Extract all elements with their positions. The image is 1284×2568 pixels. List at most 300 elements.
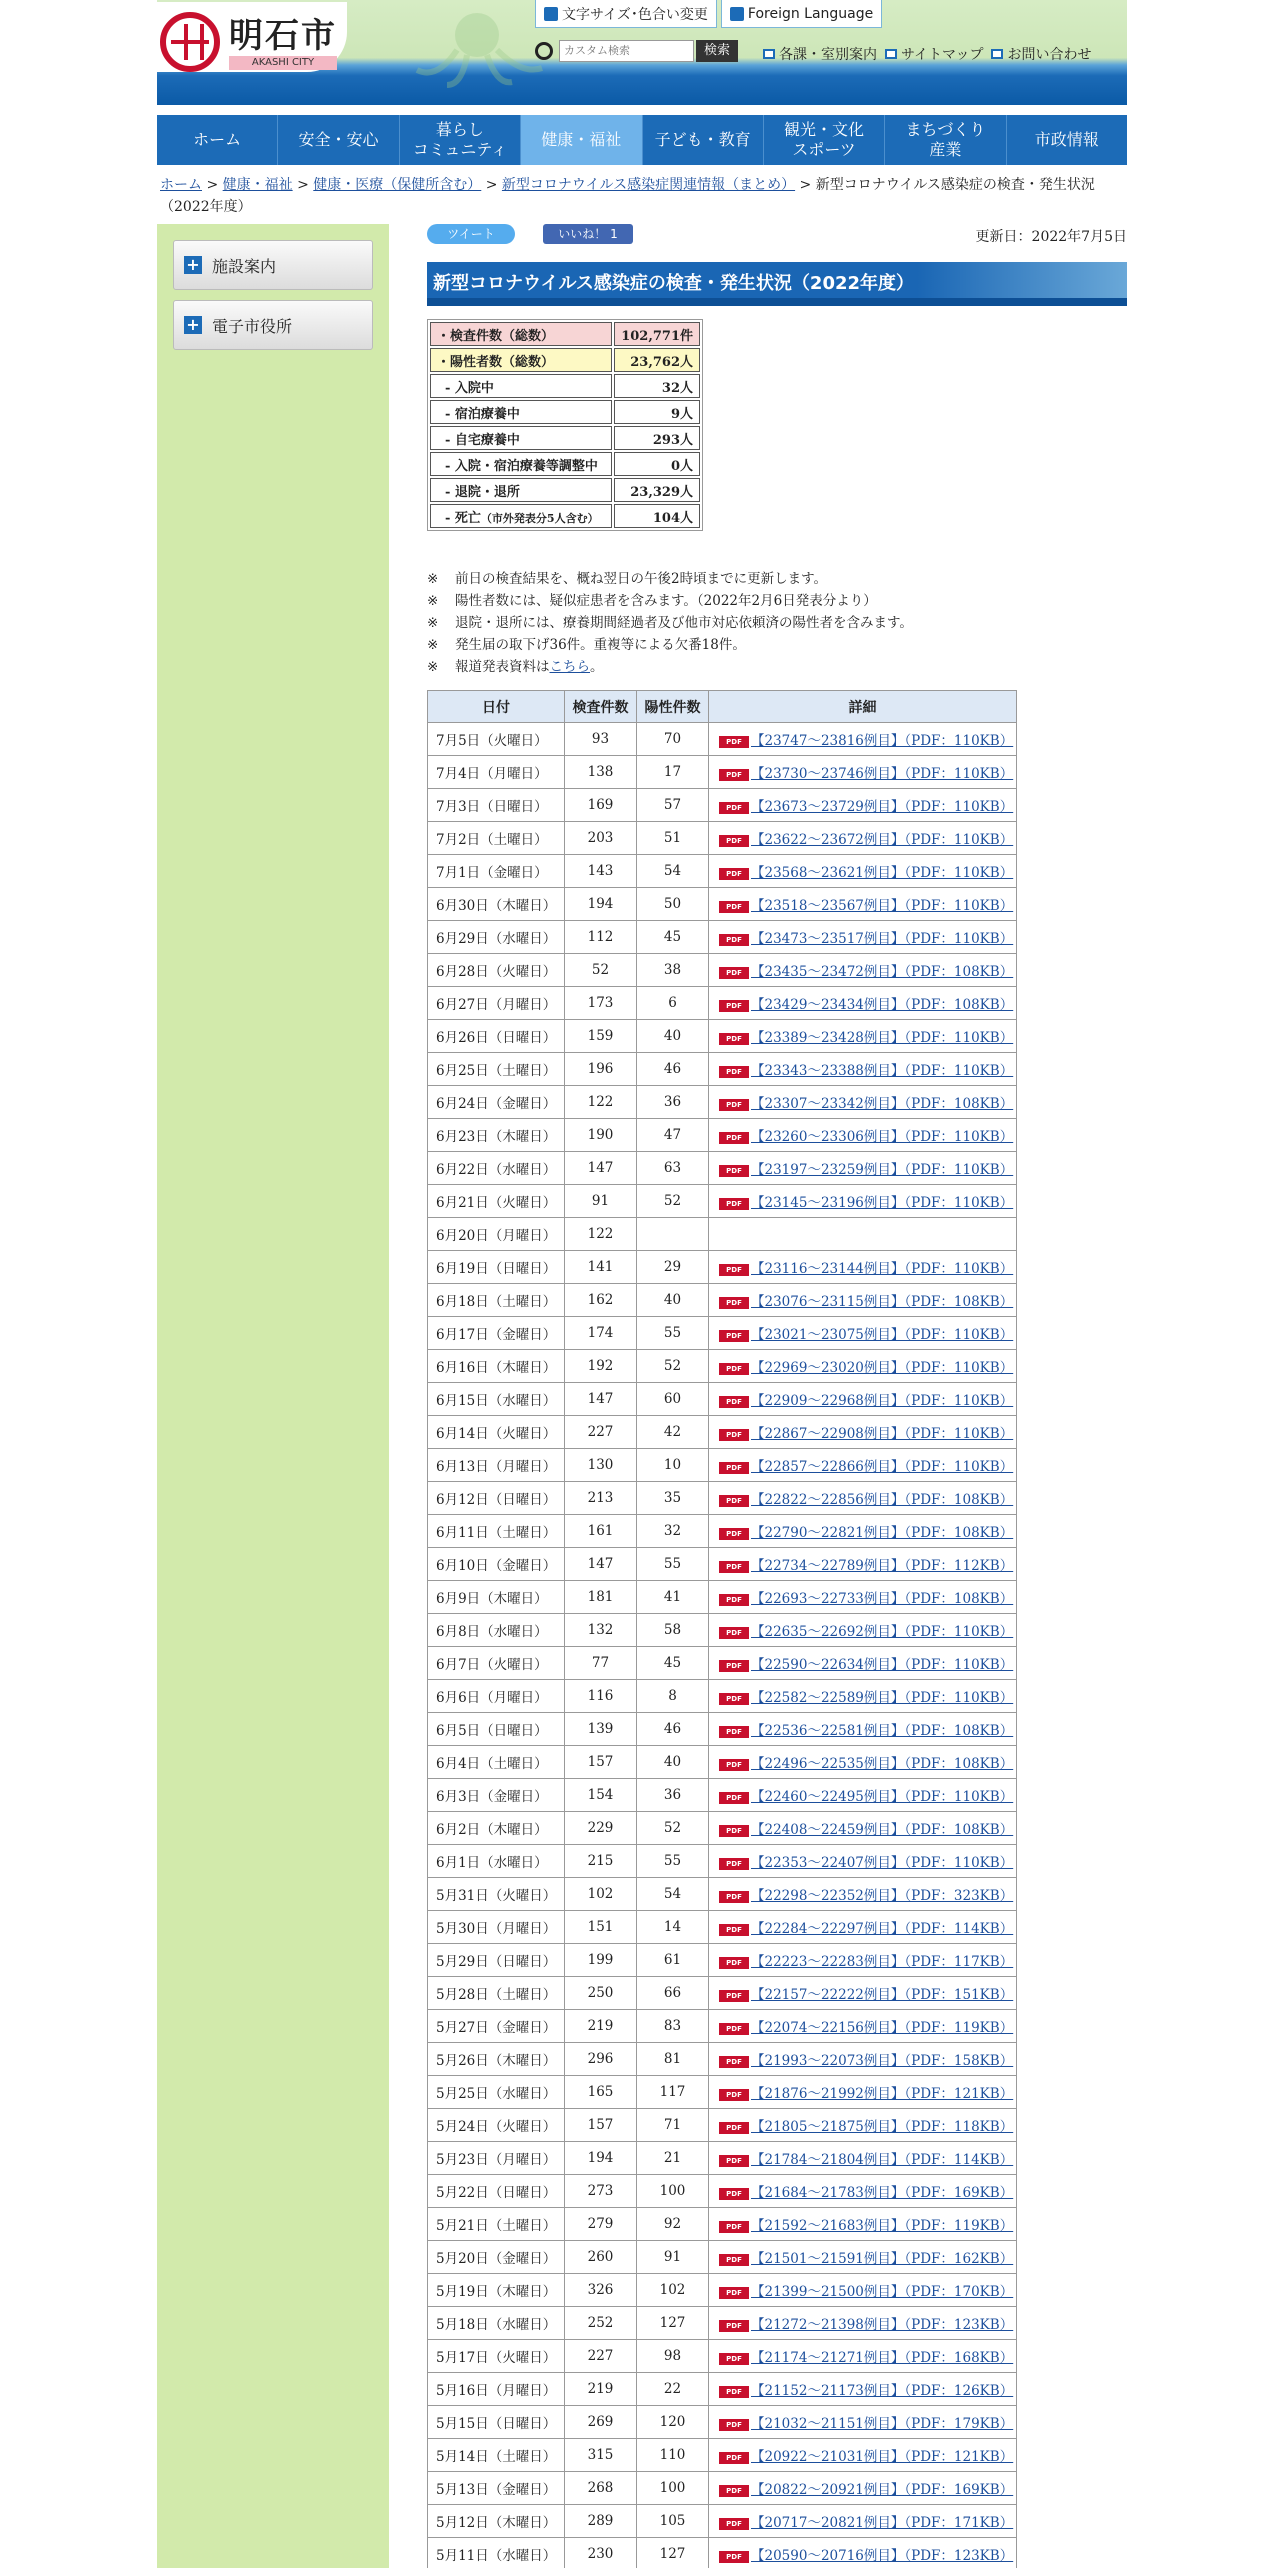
note-mark: ※ bbox=[427, 571, 439, 587]
cell-tests: 161 bbox=[565, 1515, 637, 1548]
cell-date: 6月20日（月曜日） bbox=[428, 1218, 565, 1251]
pdf-link[interactable]: 【21684～21783例目】（PDF：169KB） bbox=[751, 2185, 1014, 2201]
pdf-link[interactable]: 【23145～23196例目】（PDF：110KB） bbox=[751, 1195, 1014, 1211]
cell-details bbox=[709, 2505, 1017, 2538]
cell-tests: 268 bbox=[565, 2472, 637, 2505]
pdf-link[interactable]: 【22635～22692例目】（PDF：110KB） bbox=[751, 1624, 1014, 1640]
pdf-link[interactable]: 【23197～23259例目】（PDF：110KB） bbox=[751, 1162, 1014, 1178]
pdf-icon: PDF bbox=[719, 769, 749, 781]
pdf-link[interactable]: 【23307～23342例目】（PDF：108KB） bbox=[751, 1096, 1014, 1112]
table-row bbox=[428, 2208, 1017, 2241]
summary-key: - 自宅療養中 bbox=[430, 426, 612, 450]
cell-positive: 40 bbox=[637, 1746, 709, 1779]
pdf-link[interactable]: 【22223～22283例目】（PDF：117KB） bbox=[751, 1954, 1014, 1970]
cell-details bbox=[709, 1680, 1017, 1713]
cell-date: 6月21日（火曜日） bbox=[428, 1185, 565, 1218]
cell-tests: 315 bbox=[565, 2439, 637, 2472]
cell-date: 6月7日（火曜日） bbox=[428, 1647, 565, 1680]
cases-header-row bbox=[428, 691, 1017, 723]
pdf-icon: PDF bbox=[719, 2518, 749, 2530]
cell-details bbox=[709, 1713, 1017, 1746]
pdf-link[interactable]: 【21399～21500例目】（PDF：170KB） bbox=[751, 2284, 1014, 2300]
pdf-icon: PDF bbox=[719, 1594, 749, 1606]
table-row bbox=[428, 2505, 1017, 2538]
pdf-icon: PDF bbox=[719, 1000, 749, 1012]
pdf-link[interactable]: 【22298～22352例目】（PDF：323KB） bbox=[751, 1888, 1014, 1904]
pdf-link[interactable]: 【23473～23517例目】（PDF：110KB） bbox=[751, 931, 1014, 947]
cell-details bbox=[709, 1911, 1017, 1944]
cell-details bbox=[709, 1020, 1017, 1053]
pdf-link[interactable]: 【22074～22156例目】（PDF：119KB） bbox=[751, 2020, 1014, 2036]
pdf-icon: PDF bbox=[719, 967, 749, 979]
sidebar-label: 電子市役所 bbox=[212, 316, 293, 336]
cell-tests: 93 bbox=[565, 723, 637, 756]
pdf-link[interactable]: 【20717～20821例目】（PDF：171KB） bbox=[751, 2515, 1014, 2531]
summary-value: 23,762人 bbox=[614, 348, 700, 372]
cell-details bbox=[709, 789, 1017, 822]
cell-date: 7月3日（日曜日） bbox=[428, 789, 565, 822]
search-button[interactable]: 検索 bbox=[696, 40, 738, 62]
cell-details bbox=[709, 1614, 1017, 1647]
cell-tests: 151 bbox=[565, 1911, 637, 1944]
pdf-icon: PDF bbox=[719, 2551, 749, 2563]
pdf-link[interactable]: 【22969～23020例目】（PDF：110KB） bbox=[751, 1360, 1014, 1376]
cell-date: 6月8日（水曜日） bbox=[428, 1614, 565, 1647]
pdf-icon: PDF bbox=[719, 1099, 749, 1111]
pdf-link[interactable]: 【20922～21031例目】（PDF：121KB） bbox=[751, 2449, 1014, 2465]
table-row bbox=[428, 888, 1017, 921]
sidebar-facilities-button[interactable] bbox=[173, 240, 373, 290]
cell-date: 5月15日（日曜日） bbox=[428, 2406, 565, 2439]
foreign-language-button[interactable] bbox=[721, 0, 882, 28]
table-row bbox=[428, 1614, 1017, 1647]
summary-key: ・検査件数（総数） bbox=[430, 322, 612, 346]
summary-key-note: （市外発表分5人含む） bbox=[480, 511, 599, 525]
pdf-link[interactable]: 【22790～22821例目】（PDF：108KB） bbox=[751, 1525, 1014, 1541]
cell-details bbox=[709, 1086, 1017, 1119]
pdf-link[interactable]: 【21784～21804例目】（PDF：114KB） bbox=[751, 2152, 1014, 2168]
press-release-link[interactable]: こちら bbox=[549, 659, 590, 675]
globe-icon bbox=[730, 7, 744, 21]
table-row bbox=[428, 1482, 1017, 1515]
pdf-icon: PDF bbox=[719, 2353, 749, 2365]
cell-details bbox=[709, 855, 1017, 888]
cell-positive: 50 bbox=[637, 888, 709, 921]
pdf-link[interactable]: 【22590～22634例目】（PDF：110KB） bbox=[751, 1657, 1014, 1673]
cell-tests: 141 bbox=[565, 1251, 637, 1284]
table-row bbox=[428, 2175, 1017, 2208]
cell-tests: 112 bbox=[565, 921, 637, 954]
pdf-link[interactable]: 【22157～22222例目】（PDF：151KB） bbox=[751, 1987, 1014, 2003]
pdf-icon: PDF bbox=[719, 868, 749, 880]
cell-tests: 273 bbox=[565, 2175, 637, 2208]
cell-date: 6月4日（土曜日） bbox=[428, 1746, 565, 1779]
cell-details bbox=[709, 2439, 1017, 2472]
cell-tests: 227 bbox=[565, 1416, 637, 1449]
table-row bbox=[428, 1845, 1017, 1878]
summary-value: 23,329人 bbox=[614, 478, 700, 502]
table-row bbox=[428, 1152, 1017, 1185]
pdf-link[interactable]: 【21592～21683例目】（PDF：119KB） bbox=[751, 2218, 1014, 2234]
pdf-icon: PDF bbox=[719, 1429, 749, 1441]
table-row bbox=[428, 2142, 1017, 2175]
cell-tests: 296 bbox=[565, 2043, 637, 2076]
summary-key: - 死亡 bbox=[445, 510, 481, 526]
pdf-icon: PDF bbox=[719, 1792, 749, 1804]
cases-table bbox=[427, 690, 1017, 2568]
pdf-link[interactable]: 【20590～20716例目】（PDF：123KB） bbox=[751, 2548, 1014, 2564]
summary-value: 9人 bbox=[614, 400, 700, 424]
pdf-link[interactable]: 【22284～22297例目】（PDF：114KB） bbox=[751, 1921, 1014, 1937]
pdf-link[interactable]: 【22734～22789例目】（PDF：112KB） bbox=[751, 1558, 1014, 1574]
note-text: 発生届の取下げ36件。重複等による欠番18件。 bbox=[455, 637, 746, 653]
cell-details bbox=[709, 1416, 1017, 1449]
table-row bbox=[428, 1977, 1017, 2010]
cell-positive: 32 bbox=[637, 1515, 709, 1548]
sidebar bbox=[157, 224, 389, 2568]
plus-icon: + bbox=[184, 256, 202, 274]
table-row bbox=[428, 756, 1017, 789]
breadcrumb-covid[interactable]: 新型コロナウイルス感染症関連情報（まとめ） bbox=[501, 177, 796, 193]
global-nav bbox=[157, 115, 1127, 165]
pdf-link[interactable]: 【23435～23472例目】（PDF：108KB） bbox=[751, 964, 1014, 980]
pdf-icon: PDF bbox=[719, 2287, 749, 2299]
cell-date: 5月14日（土曜日） bbox=[428, 2439, 565, 2472]
cell-details bbox=[709, 987, 1017, 1020]
cell-positive: 42 bbox=[637, 1416, 709, 1449]
pdf-link[interactable]: 【23116～23144例目】（PDF：110KB） bbox=[751, 1261, 1014, 1277]
pdf-link[interactable]: 【23260～23306例目】（PDF：110KB） bbox=[751, 1129, 1014, 1145]
cell-tests: 122 bbox=[565, 1086, 637, 1119]
table-row bbox=[428, 1317, 1017, 1350]
note-mark: ※ bbox=[427, 615, 439, 631]
cell-positive: 100 bbox=[637, 2175, 709, 2208]
cell-date: 6月30日（木曜日） bbox=[428, 888, 565, 921]
nav-health[interactable]: 健康・福祉 bbox=[521, 115, 642, 165]
cell-tests: 289 bbox=[565, 2505, 637, 2538]
quick-link-sitemap[interactable] bbox=[885, 44, 983, 64]
cell-details bbox=[709, 1383, 1017, 1416]
cell-details bbox=[709, 1185, 1017, 1218]
table-row bbox=[428, 1218, 1017, 1251]
cell-details bbox=[709, 1218, 1017, 1251]
pdf-link[interactable]: 【22408～22459例目】（PDF：108KB） bbox=[751, 1822, 1014, 1838]
like-button[interactable]: いいね！ 1 bbox=[543, 224, 633, 244]
cell-positive: 102 bbox=[637, 2274, 709, 2307]
table-row bbox=[428, 2010, 1017, 2043]
text-size-color-button[interactable] bbox=[535, 0, 717, 28]
cell-positive: 46 bbox=[637, 1713, 709, 1746]
pdf-icon: PDF bbox=[719, 2221, 749, 2233]
pdf-icon: PDF bbox=[719, 1627, 749, 1639]
quick-link-departments[interactable] bbox=[763, 44, 877, 64]
summary-row bbox=[430, 322, 700, 346]
cell-tests: 192 bbox=[565, 1350, 637, 1383]
cell-tests: 326 bbox=[565, 2274, 637, 2307]
pdf-link[interactable]: 【21272～21398例目】（PDF：123KB） bbox=[751, 2317, 1014, 2333]
cell-tests: 52 bbox=[565, 954, 637, 987]
cell-positive: 17 bbox=[637, 756, 709, 789]
cell-date: 6月14日（火曜日） bbox=[428, 1416, 565, 1449]
cell-positive: 38 bbox=[637, 954, 709, 987]
pdf-link[interactable]: 【22693～22733例目】（PDF：108KB） bbox=[751, 1591, 1014, 1607]
summary-value: 104人 bbox=[614, 504, 700, 528]
table-row bbox=[428, 1185, 1017, 1218]
cell-tests: 138 bbox=[565, 756, 637, 789]
pdf-icon: PDF bbox=[719, 1396, 749, 1408]
table-row bbox=[428, 855, 1017, 888]
table-row bbox=[428, 1449, 1017, 1482]
pdf-icon: PDF bbox=[719, 1462, 749, 1474]
cell-tests: 196 bbox=[565, 1053, 637, 1086]
pdf-icon: PDF bbox=[719, 2419, 749, 2431]
pdf-link[interactable]: 【21032～21151例目】（PDF：179KB） bbox=[751, 2416, 1014, 2432]
tweet-button[interactable]: ツイート bbox=[427, 224, 515, 244]
cell-details bbox=[709, 2043, 1017, 2076]
page-title-text: 新型コロナウイルス感染症の検査・発生状況（2022年度） bbox=[433, 273, 915, 294]
pdf-icon: PDF bbox=[719, 1363, 749, 1375]
square-icon bbox=[991, 49, 1003, 59]
cell-positive: 10 bbox=[637, 1449, 709, 1482]
pdf-link[interactable]: 【23622～23672例目】（PDF：110KB） bbox=[751, 832, 1014, 848]
cases-body bbox=[428, 723, 1017, 2568]
cell-details bbox=[709, 2538, 1017, 2568]
cell-positive: 21 bbox=[637, 2142, 709, 2175]
cell-positive: 71 bbox=[637, 2109, 709, 2142]
breadcrumb-medical[interactable]: 健康・医療（保健所含む） bbox=[313, 177, 482, 193]
cell-date: 6月17日（金曜日） bbox=[428, 1317, 565, 1350]
cell-date: 6月13日（月曜日） bbox=[428, 1449, 565, 1482]
cell-details bbox=[709, 2274, 1017, 2307]
nav-living[interactable]: 暮らし コミュニティ bbox=[400, 115, 521, 165]
cell-date: 6月1日（水曜日） bbox=[428, 1845, 565, 1878]
pdf-link[interactable]: 【23389～23428例目】（PDF：110KB） bbox=[751, 1030, 1014, 1046]
pdf-link[interactable]: 【21174～21271例目】（PDF：168KB） bbox=[751, 2350, 1014, 2366]
cell-tests: 260 bbox=[565, 2241, 637, 2274]
note-item bbox=[427, 634, 1127, 656]
cell-date: 6月29日（水曜日） bbox=[428, 921, 565, 954]
cell-tests: 91 bbox=[565, 1185, 637, 1218]
cell-positive: 66 bbox=[637, 1977, 709, 2010]
summary-key: ・陽性者数（総数） bbox=[430, 348, 612, 372]
cell-tests: 157 bbox=[565, 1746, 637, 1779]
cell-date: 6月9日（木曜日） bbox=[428, 1581, 565, 1614]
cell-details bbox=[709, 756, 1017, 789]
search-input[interactable] bbox=[559, 40, 694, 62]
plus-icon: + bbox=[184, 316, 202, 334]
pdf-link[interactable]: 【23021～23075例目】（PDF：110KB） bbox=[751, 1327, 1014, 1343]
cell-tests: 162 bbox=[565, 1284, 637, 1317]
pdf-link[interactable]: 【23429～23434例目】（PDF：108KB） bbox=[751, 997, 1014, 1013]
table-row bbox=[428, 1416, 1017, 1449]
pdf-link[interactable]: 【22582～22589例目】（PDF：110KB） bbox=[751, 1690, 1014, 1706]
cell-tests: 147 bbox=[565, 1152, 637, 1185]
cell-details bbox=[709, 1284, 1017, 1317]
cell-date: 6月23日（木曜日） bbox=[428, 1119, 565, 1152]
cell-details bbox=[709, 1251, 1017, 1284]
cell-tests: 116 bbox=[565, 1680, 637, 1713]
pdf-icon: PDF bbox=[719, 1495, 749, 1507]
pdf-icon: PDF bbox=[719, 2188, 749, 2200]
pdf-link[interactable]: 【21501～21591例目】（PDF：162KB） bbox=[751, 2251, 1014, 2267]
cell-positive: 60 bbox=[637, 1383, 709, 1416]
cell-date: 5月23日（月曜日） bbox=[428, 2142, 565, 2175]
pdf-link[interactable]: 【22496～22535例目】（PDF：108KB） bbox=[751, 1756, 1014, 1772]
cell-details bbox=[709, 2175, 1017, 2208]
nav-safety[interactable]: 安全・安心 bbox=[278, 115, 399, 165]
pdf-link[interactable]: 【22822～22856例目】（PDF：108KB） bbox=[751, 1492, 1014, 1508]
pdf-icon: PDF bbox=[719, 1726, 749, 1738]
pdf-link[interactable]: 【21993～22073例目】（PDF：158KB） bbox=[751, 2053, 1014, 2069]
cell-positive: 55 bbox=[637, 1317, 709, 1350]
summary-value: 32人 bbox=[614, 374, 700, 398]
sidebar-e-city-hall-button[interactable] bbox=[173, 300, 373, 350]
table-row bbox=[428, 1779, 1017, 1812]
cell-tests: 203 bbox=[565, 822, 637, 855]
pdf-icon: PDF bbox=[719, 901, 749, 913]
cell-positive: 40 bbox=[637, 1020, 709, 1053]
square-icon bbox=[885, 49, 897, 59]
cell-date: 7月5日（火曜日） bbox=[428, 723, 565, 756]
cell-tests: 252 bbox=[565, 2307, 637, 2340]
cell-details bbox=[709, 1317, 1017, 1350]
breadcrumb-home[interactable]: ホーム bbox=[160, 177, 202, 193]
cell-details bbox=[709, 1548, 1017, 1581]
note-mark: ※ bbox=[427, 593, 439, 609]
nav-town[interactable]: まちづくり 産業 bbox=[885, 115, 1006, 165]
pdf-icon: PDF bbox=[719, 1660, 749, 1672]
cell-tests: 230 bbox=[565, 2538, 637, 2568]
pdf-icon: PDF bbox=[719, 736, 749, 748]
cell-tests: 174 bbox=[565, 1317, 637, 1350]
pdf-link[interactable]: 【20822～20921例目】（PDF：169KB） bbox=[751, 2482, 1014, 2498]
cell-tests: 227 bbox=[565, 2340, 637, 2373]
pdf-icon: PDF bbox=[719, 835, 749, 847]
header-positive: 陽性件数 bbox=[637, 691, 709, 723]
pdf-link[interactable]: 【23343～23388例目】（PDF：110KB） bbox=[751, 1063, 1014, 1079]
cell-date: 6月5日（日曜日） bbox=[428, 1713, 565, 1746]
search-icon bbox=[535, 42, 553, 60]
cell-date: 5月21日（土曜日） bbox=[428, 2208, 565, 2241]
nav-government[interactable]: 市政情報 bbox=[1034, 130, 1099, 149]
cell-details bbox=[709, 2109, 1017, 2142]
cell-date: 6月26日（日曜日） bbox=[428, 1020, 565, 1053]
nav-tourism[interactable]: 観光・文化 スポーツ bbox=[764, 115, 885, 165]
cell-details bbox=[709, 1152, 1017, 1185]
header-tests: 検査件数 bbox=[565, 691, 637, 723]
cell-tests: 199 bbox=[565, 1944, 637, 1977]
cell-positive: 6 bbox=[637, 987, 709, 1020]
table-row bbox=[428, 789, 1017, 822]
pdf-link[interactable]: 【22857～22866例目】（PDF：110KB） bbox=[751, 1459, 1014, 1475]
table-row bbox=[428, 921, 1017, 954]
cell-details bbox=[709, 1977, 1017, 2010]
cell-date: 5月11日（水曜日） bbox=[428, 2538, 565, 2568]
table-row bbox=[428, 2076, 1017, 2109]
pdf-link[interactable]: 【23673～23729例目】（PDF：110KB） bbox=[751, 799, 1014, 815]
nav-children[interactable]: 子ども・教育 bbox=[643, 115, 764, 165]
cell-details bbox=[709, 723, 1017, 756]
table-row bbox=[428, 1020, 1017, 1053]
quick-links bbox=[763, 44, 1099, 64]
table-row bbox=[428, 2340, 1017, 2373]
header-tools bbox=[535, 0, 886, 28]
cell-details bbox=[709, 888, 1017, 921]
table-row bbox=[428, 2307, 1017, 2340]
pdf-link[interactable]: 【22909～22968例目】（PDF：110KB） bbox=[751, 1393, 1014, 1409]
cell-tests: 219 bbox=[565, 2010, 637, 2043]
table-row bbox=[428, 1878, 1017, 1911]
cell-positive: 41 bbox=[637, 1581, 709, 1614]
cell-details bbox=[709, 2307, 1017, 2340]
square-icon bbox=[763, 49, 775, 59]
pdf-link[interactable]: 【23568～23621例目】（PDF：110KB） bbox=[751, 865, 1014, 881]
summary-key: - 退院・退所 bbox=[430, 478, 612, 502]
pdf-icon: PDF bbox=[719, 2485, 749, 2497]
pdf-link[interactable]: 【21805～21875例目】（PDF：118KB） bbox=[751, 2119, 1014, 2135]
pdf-link[interactable]: 【21152～21173例目】（PDF：126KB） bbox=[751, 2383, 1014, 2399]
cell-positive: 92 bbox=[637, 2208, 709, 2241]
note-item bbox=[427, 590, 1127, 612]
pdf-link[interactable]: 【23747～23816例目】（PDF：110KB） bbox=[751, 733, 1014, 749]
cell-positive: 110 bbox=[637, 2439, 709, 2472]
pdf-link[interactable]: 【23076～23115例目】（PDF：108KB） bbox=[751, 1294, 1014, 1310]
breadcrumb-health[interactable]: 健康・福祉 bbox=[222, 177, 293, 193]
pdf-link[interactable]: 【22353～22407例目】（PDF：110KB） bbox=[751, 1855, 1014, 1871]
table-row bbox=[428, 1713, 1017, 1746]
pdf-link[interactable]: 【22867～22908例目】（PDF：110KB） bbox=[751, 1426, 1014, 1442]
quick-link-contact[interactable] bbox=[991, 44, 1091, 64]
city-logo[interactable] bbox=[157, 2, 347, 72]
text-size-label: 文字サイズ･色合い変更 bbox=[562, 6, 708, 23]
cell-positive bbox=[637, 1218, 709, 1251]
summary-row bbox=[430, 374, 700, 398]
pdf-icon: PDF bbox=[719, 2452, 749, 2464]
cell-positive: 36 bbox=[637, 1779, 709, 1812]
summary-table bbox=[427, 319, 703, 531]
table-row bbox=[428, 1251, 1017, 1284]
nav-home[interactable]: ホーム bbox=[157, 115, 278, 165]
cell-tests: 215 bbox=[565, 1845, 637, 1878]
pdf-icon: PDF bbox=[719, 1330, 749, 1342]
note-tail: 。 bbox=[590, 659, 604, 675]
summary-row bbox=[430, 348, 700, 372]
pdf-icon: PDF bbox=[719, 1264, 749, 1276]
pdf-link[interactable]: 【22536～22581例目】（PDF：108KB） bbox=[751, 1723, 1014, 1739]
cell-details bbox=[709, 2241, 1017, 2274]
cell-tests: 154 bbox=[565, 1779, 637, 1812]
cell-details bbox=[709, 2406, 1017, 2439]
pdf-icon: PDF bbox=[719, 1924, 749, 1936]
pdf-icon: PDF bbox=[719, 1825, 749, 1837]
cell-positive: 8 bbox=[637, 1680, 709, 1713]
pdf-link[interactable]: 【22460～22495例目】（PDF：110KB） bbox=[751, 1789, 1014, 1805]
pdf-link[interactable]: 【21876～21992例目】（PDF：121KB） bbox=[751, 2086, 1014, 2102]
table-row bbox=[428, 1119, 1017, 1152]
summary-row bbox=[430, 504, 700, 528]
note-item bbox=[427, 656, 1127, 678]
table-row bbox=[428, 2406, 1017, 2439]
cell-date: 6月2日（木曜日） bbox=[428, 1812, 565, 1845]
pdf-link[interactable]: 【23730～23746例目】（PDF：110KB） bbox=[751, 766, 1014, 782]
cell-positive: 40 bbox=[637, 1284, 709, 1317]
cell-details bbox=[709, 2076, 1017, 2109]
cell-positive: 127 bbox=[637, 2538, 709, 2568]
pdf-link[interactable]: 【23518～23567例目】（PDF：110KB） bbox=[751, 898, 1014, 914]
note-text: 陽性者数には、疑似症患者を含みます。（2022年2月6日発表分より） bbox=[455, 593, 877, 609]
cell-tests: 147 bbox=[565, 1548, 637, 1581]
pdf-icon: PDF bbox=[719, 1891, 749, 1903]
